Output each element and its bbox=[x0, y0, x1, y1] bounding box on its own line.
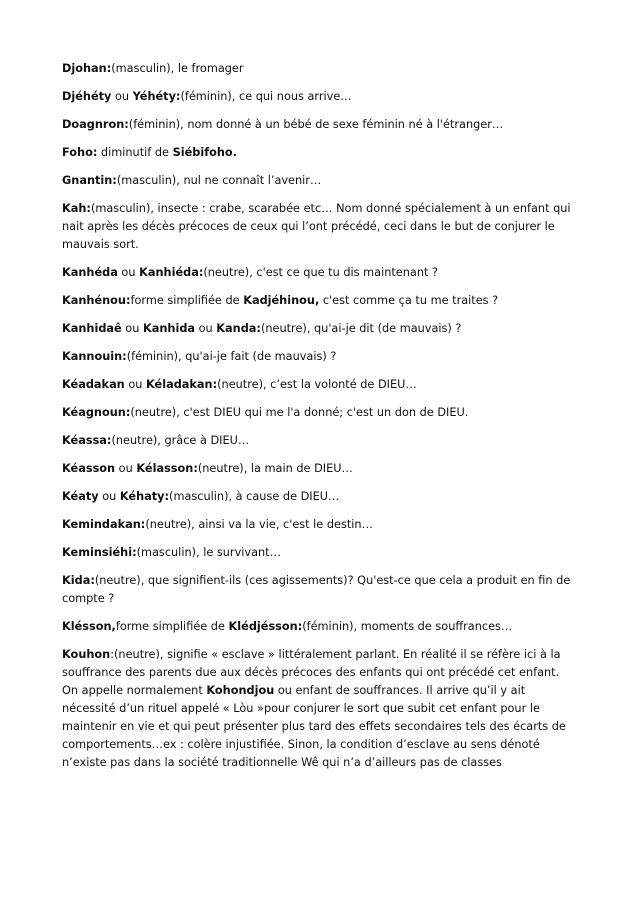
glossary-entry bbox=[62, 264, 576, 282]
glossary-entry bbox=[62, 488, 576, 506]
entry-text: forme simplifiée de bbox=[130, 294, 244, 307]
entry-term: Kéadakan bbox=[62, 378, 125, 391]
entry-term: Kemindakan: bbox=[62, 518, 146, 531]
entry-text: (neutre), c’est la volonté de DIEU… bbox=[217, 378, 417, 391]
entry-term: Djohan: bbox=[62, 62, 112, 75]
glossary-entry bbox=[62, 320, 576, 338]
entry-text: (féminin), qu'ai-je fait (de mauvais) ? bbox=[126, 350, 337, 363]
entry-text: ou bbox=[98, 490, 120, 503]
entry-text: ou bbox=[117, 266, 140, 279]
entry-text: c'est comme ça tu me traites ? bbox=[319, 294, 499, 307]
entry-term: Kéhaty: bbox=[119, 490, 170, 503]
entry-text: (neutre), qu'ai-je dit (de mauvais) ? bbox=[260, 322, 462, 335]
entry-term: Kélasson: bbox=[136, 462, 198, 475]
entry-term: Siébifoho. bbox=[172, 146, 237, 159]
entry-text: ou bbox=[195, 322, 217, 335]
glossary-entry bbox=[62, 292, 576, 310]
entry-term: Kanhida bbox=[142, 322, 196, 335]
entry-term: Kanhénou: bbox=[62, 294, 131, 307]
glossary-entry bbox=[62, 432, 576, 450]
glossary-entry bbox=[62, 404, 576, 422]
glossary-entry bbox=[62, 348, 576, 366]
entry-text: diminutif de bbox=[97, 146, 173, 159]
entry-text: (masculin), le survivant… bbox=[136, 546, 281, 559]
entry-term: Klédjésson: bbox=[228, 620, 303, 633]
entry-text: (masculin), le fromager bbox=[111, 62, 244, 75]
glossary-entry bbox=[62, 200, 576, 254]
entry-text: (neutre), c'est DIEU qui me l'a donné; c'est un don de DIEU. bbox=[130, 406, 469, 419]
entry-term: Djéhéty bbox=[62, 90, 112, 103]
entry-text: ou bbox=[121, 322, 143, 335]
glossary-entry bbox=[62, 116, 576, 134]
glossary-entry bbox=[62, 88, 576, 106]
entry-text: (neutre), ainsi va la vie, c'est le destin… bbox=[145, 518, 373, 531]
entry-text: (féminin), ce qui nous arrive… bbox=[180, 90, 352, 103]
glossary-entry bbox=[62, 172, 576, 190]
entry-text: (neutre), la main de DIEU… bbox=[197, 462, 353, 475]
entry-text: ou bbox=[111, 90, 133, 103]
glossary-entry bbox=[62, 376, 576, 394]
entry-term: Kannouin: bbox=[62, 350, 127, 363]
entry-text: (féminin), nom donné à un bébé de sexe féminin né à l'étranger… bbox=[128, 118, 504, 131]
glossary-entry bbox=[62, 544, 576, 562]
entry-term: Kohondjou bbox=[206, 684, 275, 697]
entry-term: Yéhéty: bbox=[132, 90, 181, 103]
entry-term: Kéassa: bbox=[62, 434, 112, 447]
entry-term: Kanhidaê bbox=[62, 322, 122, 335]
entry-text: (féminin), moments de souffrances… bbox=[302, 620, 513, 633]
entry-term: Kanhéda bbox=[62, 266, 118, 279]
entry-text: :(neutre), signifie « esclave » littéralement parlant. En réalité il se réfère ici à la souffrance des parents due aux décès précoces des enfants qui ont précédé cet enfant. On appelle normalement bbox=[62, 648, 561, 697]
entry-text: forme simplifiée de bbox=[115, 620, 229, 633]
entry-text: (masculin), à cause de DIEU… bbox=[169, 490, 340, 503]
glossary-entry bbox=[62, 516, 576, 534]
entry-term: Klésson, bbox=[62, 620, 116, 633]
entry-text: ou bbox=[115, 462, 137, 475]
entry-text: (masculin), nul ne connaît l’avenir… bbox=[116, 174, 322, 187]
entry-term: Kah: bbox=[62, 202, 91, 215]
entry-text: ou bbox=[124, 378, 146, 391]
entry-term: Kéladakan: bbox=[146, 378, 218, 391]
entry-term: Keminsiéhi: bbox=[62, 546, 137, 559]
entry-term: Gnantin: bbox=[62, 174, 117, 187]
entry-term: Kadjéhinou, bbox=[243, 294, 320, 307]
glossary-entry bbox=[62, 460, 576, 478]
entry-term: Kida: bbox=[62, 574, 95, 587]
entry-text: ou enfant de souffrances. Il arrive qu’il y ait nécessité d’un rituel appelé « Lòu »pour conjurer le sort que subit cet enfant pour le maintenir en vie et qui peut présenter plus tard des effets secondaires tels des écarts de comportements…ex : colère injustifiée. Sinon, la condition d’esclave au sens dénoté n’existe pas dans la société traditionnelle Wê qui n’a d’ailleurs pas de classes bbox=[62, 684, 566, 769]
entry-term: Kanda: bbox=[216, 322, 261, 335]
glossary-entry bbox=[62, 646, 576, 772]
entry-text: (neutre), c'est ce que tu dis maintenant ? bbox=[203, 266, 439, 279]
entry-text: (masculin), insecte : crabe, scarabée etc… Nom donné spécialement à un enfant qui nait après les décès précoces de ceux qui l’ont précédé, ceci dans le but de conjurer le mauvais sort. bbox=[62, 202, 571, 251]
entry-term: Doagnron: bbox=[62, 118, 129, 131]
glossary-entry bbox=[62, 618, 576, 636]
entry-term: Kouhon bbox=[62, 648, 111, 661]
entry-text: (neutre), grâce à DIEU… bbox=[111, 434, 250, 447]
glossary-entry bbox=[62, 60, 576, 78]
entry-term: Kanhiéda: bbox=[139, 266, 204, 279]
entry-term: Kéagnoun: bbox=[62, 406, 131, 419]
entry-term: Foho: bbox=[62, 146, 98, 159]
entry-text: (neutre), que signifient-ils (ces agissements)? Qu'est-ce que cela a produit en fin de compte ? bbox=[62, 574, 571, 605]
entry-term: Kéaty bbox=[62, 490, 99, 503]
entry-term: Kéasson bbox=[62, 462, 116, 475]
glossary-entry bbox=[62, 144, 576, 162]
glossary-entry bbox=[62, 572, 576, 608]
